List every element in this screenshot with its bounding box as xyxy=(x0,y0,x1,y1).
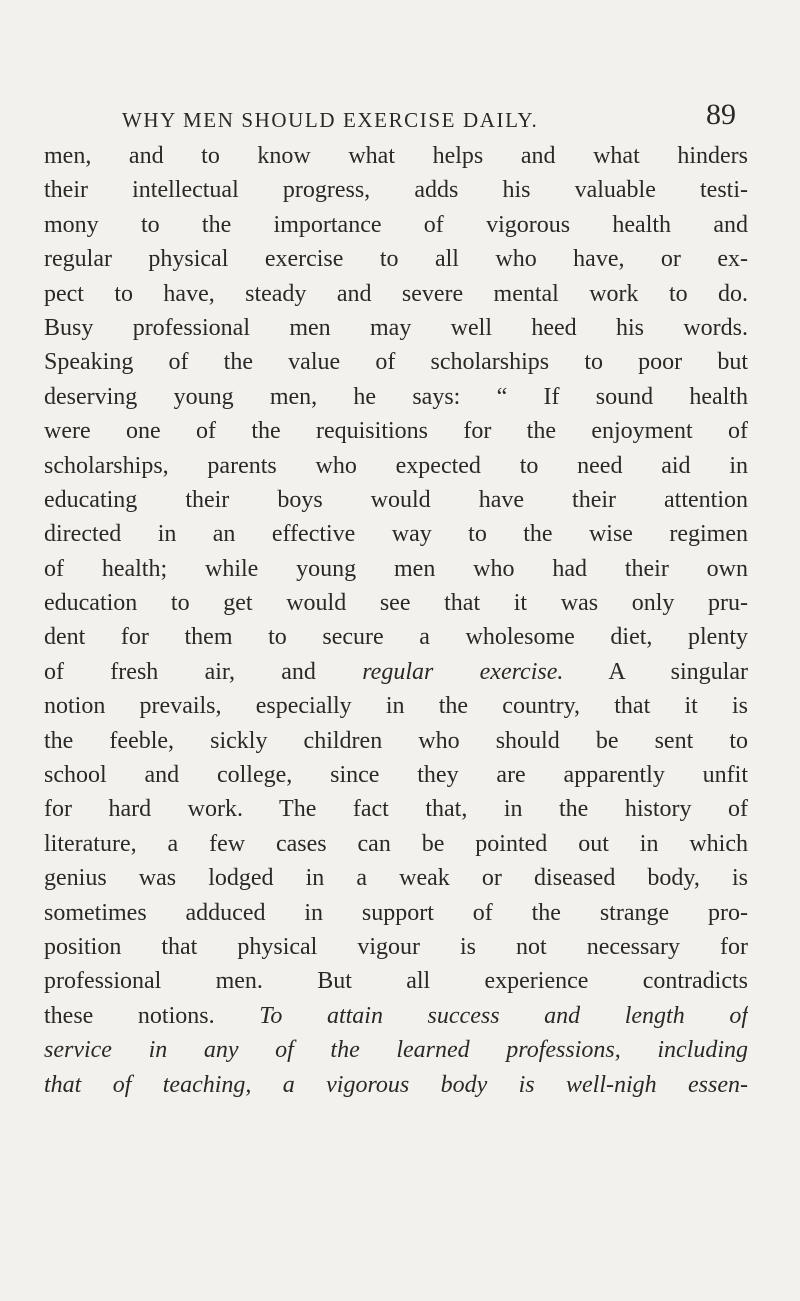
italic-text-line: that of teaching, a vigorous body is well-nigh essen- xyxy=(44,1071,748,1098)
text-line: were one of the requisitions for the enjoyment of xyxy=(44,418,748,445)
text-fragment: of fresh air, and xyxy=(44,658,316,685)
italic-text-line: service in any of the learned professions, including xyxy=(44,1037,748,1064)
italic-emphasis: To attain success and length of xyxy=(259,1002,748,1029)
text-line: directed in an effective way to the wise regimen xyxy=(44,521,748,548)
text-line: their intellectual progress, adds his valuable testi- xyxy=(44,177,748,204)
text-line-mixed xyxy=(44,999,748,1033)
text-line: school and college, since they are apparently unfit xyxy=(44,762,748,789)
body-text xyxy=(44,139,748,1102)
text-line: educating their boys would have their attention xyxy=(44,486,748,513)
text-line: of health; while young men who had their own xyxy=(44,555,748,582)
italic-emphasis: regular exercise. xyxy=(362,658,564,685)
text-line: Speaking of the value of scholarships to poor but xyxy=(44,349,748,376)
text-line: for hard work. The fact that, in the history of xyxy=(44,796,748,823)
text-line: regular physical exercise to all who have, or ex- xyxy=(44,246,748,273)
text-line: men, and to know what helps and what hinders xyxy=(44,143,748,169)
text-line: sometimes adduced in support of the strange pro- xyxy=(44,899,748,926)
text-line: dent for them to secure a wholesome diet, plenty xyxy=(44,624,748,651)
running-head xyxy=(96,100,736,140)
text-line: position that physical vigour is not necessary for xyxy=(44,933,748,960)
text-line-mixed xyxy=(44,655,748,689)
text-fragment: these notions. xyxy=(44,1002,215,1029)
running-title: WHY MEN SHOULD EXERCISE DAILY. xyxy=(122,108,539,132)
text-line: Busy professional men may well heed his words. xyxy=(44,314,748,341)
text-line: scholarships, parents who expected to need aid in xyxy=(44,452,748,479)
text-line: professional men. But all experience contradicts xyxy=(44,968,748,995)
text-line: mony to the importance of vigorous health and xyxy=(44,211,748,238)
text-line: the feeble, sickly children who should be sent to xyxy=(44,727,748,754)
text-line: deserving young men, he says: “ If sound health xyxy=(44,383,748,410)
text-line: notion prevails, especially in the country, that it is xyxy=(44,693,748,720)
text-line: education to get would see that it was only pru- xyxy=(44,590,748,617)
text-line: literature, a few cases can be pointed out in which xyxy=(44,830,748,857)
text-fragment: A singular xyxy=(608,658,748,685)
text-line: genius was lodged in a weak or diseased body, is xyxy=(44,865,748,892)
text-line: pect to have, steady and severe mental work to do. xyxy=(44,280,748,307)
page-number: 89 xyxy=(706,98,736,131)
